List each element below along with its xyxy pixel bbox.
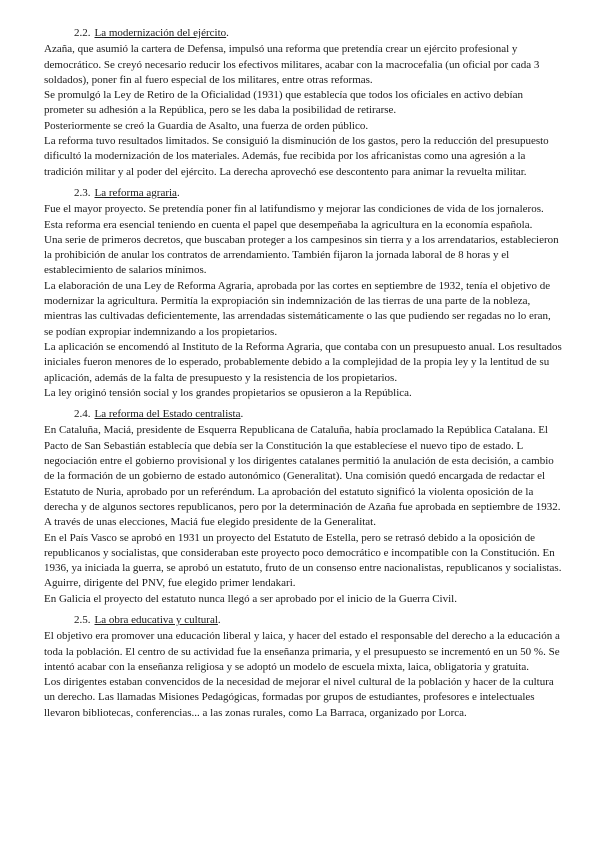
section-reforma-estado <box>44 407 562 607</box>
paragraph: La reforma tuvo resultados limitados. Se consiguió la disminución de los gastos, pero la reducción del presupuesto dificultó la modernización de los materiales. Además, fue recibida por los africanistas como una agresión a la tradición militar y al poder del ejército. La derecha aprovechó ese descontento para animar la revuelta militar. <box>44 135 549 178</box>
paragraph: La elaboración de una Ley de Reforma Agraria, aprobada por las cortes en septiembre de 1932, tenía el objetivo de modernizar la agricultura. Permitía la expropiación sin indemnización de las tierras de una parte de la nobleza, mientras las cultivadas deficientemente, las arrendadas sistemáticamente o las que pudiendo ser regadas no lo eran, se podían expropiar indemnizando a los propietarios. <box>44 279 551 338</box>
paragraph: La ley originó tensión social y los grandes propietarios se opusieron a la República. <box>44 386 412 399</box>
section-title-period: . <box>240 408 244 421</box>
document-page <box>44 26 562 727</box>
section-title: La reforma agraria <box>94 186 177 199</box>
section-title: La obra educativa y cultural <box>94 613 218 626</box>
paragraph: En Cataluña, Maciá, presidente de Esquerra Republicana de Cataluña, había proclamado la República Catalana. El Pacto de San Sebastián establecía que debía ser la Constitución la que establecíese el nuevo tipo de estado. L negociación entre el gobierno provisional y los dirigentes catalanes permitió la anulación de esta decisión, a cambio de la formación de un gobierno de estado autonómico (Generalitat). Una comisión quedó encargada de redactar el Estatuto de Nuria, aprobado por un referéndum. La aprobación del estatuto significó la violenta oposición de la derecha y de algunos sectores republicanos, pero por la determinación de Azaña fue aprobada en septiembre de 1932. A través de unas elecciones, Maciá fue elegido presidente de la Generalitat. <box>44 424 561 529</box>
paragraph: En Galicia el proyecto del estatuto nunca llegó a ser aprobado por el inicio de la Guerra Civil. <box>44 592 457 605</box>
paragraph: Fue el mayor proyecto. Se pretendía poner fin al latifundismo y mejorar las condiciones de vida de los jornaleros. Esta reforma era esencial teniendo en cuenta el papel que desempeñaba la agricultura en la economía española. <box>44 203 544 231</box>
section-number: 2.4. <box>74 408 91 421</box>
paragraph: Posteriormente se creó la Guardia de Asalto, una fuerza de orden público. <box>44 119 369 132</box>
section-title: La modernización del ejército <box>94 27 227 39</box>
section-title-period: . <box>226 27 229 39</box>
section-heading <box>74 186 562 201</box>
section-heading <box>74 613 562 628</box>
paragraph: Se promulgó la Ley de Retiro de la Oficialidad (1931) que establecía que todos los oficiales en activo debían prometer su adhesión a la República, pero se les daba la posibilidad de retirarse. <box>44 89 523 117</box>
section-heading <box>74 26 562 41</box>
section-obra-educativa <box>44 613 562 721</box>
section-number: 2.2. <box>74 27 91 39</box>
section-modernizacion-ejercito <box>44 26 562 180</box>
paragraph: Los dirigentes estaban convencidos de la necesidad de mejorar el nivel cultural de la población y hacer de la cultura un derecho. Las llamadas Misiones Pedagógicas, formadas por grupos de estudiantes, profesores e intelectuales llevaron bibliotecas, conferencias... a las zonas rurales, como La Barraca, organizado por Lorca. <box>44 676 554 719</box>
section-number: 2.5. <box>74 613 91 626</box>
paragraph: La aplicación se encomendó al Instituto de la Reforma Agraria, que contaba con un presupuesto anual. Los resultados iniciales fueron menores de lo esperado, probablemente debido a la complejidad de la propia ley y la lentitud de su aplicación, además de la falta de presupuesto y la resistencia de los propietarios. <box>44 340 562 384</box>
paragraph: Azaña, que asumió la cartera de Defensa, impulsó una reforma que pretendía crear un ejército profesional y democrático. Se creyó necesario reducir los efectivos militares, acabar con la macrocefalia (un oficial por cada 3 soldados), poner fin al fuero especial de los militares, entre otras reformas. <box>44 43 540 86</box>
section-title-period: . <box>217 613 221 626</box>
section-heading <box>74 407 562 422</box>
section-title: La reforma del Estado centralista <box>94 408 241 421</box>
section-title-period: . <box>176 186 180 199</box>
section-reforma-agraria <box>44 186 562 401</box>
paragraph: En el País Vasco se aprobó en 1931 un proyecto del Estatuto de Estella, pero se retrasó debido a la oposición de republicanos y socialistas, que consideraban este proyecto poco democrático e incompatible con la Constitución. En 1936, ya iniciada la guerra, se aprobó un estatuto, fruto de un consenso entre nacionalistas, republicanos y socialistas. Aguirre, dirigente del PNV, fue elegido primer lendakari. <box>44 531 562 590</box>
section-number: 2.3. <box>74 186 91 199</box>
paragraph: El objetivo era promover una educación liberal y laica, y hacer del estado el responsable del derecho a la educación a toda la población. El centro de su actividad fue la enseñanza primaria, y el presupuesto se incrementó en un 50 %. Se intentó acabar con la enseñanza religiosa y se adoptó un modelo de escuela mixta, laica, obligatoria y gratuita. <box>44 630 560 673</box>
paragraph: Una serie de primeros decretos, que buscaban proteger a los campesinos sin tierra y a los arrendatarios, establecieron la prohibición de anular los contratos de arrendamiento. También fijaron la jornada laboral de 8 horas y el establecimiento de salarios mínimos. <box>44 233 559 277</box>
